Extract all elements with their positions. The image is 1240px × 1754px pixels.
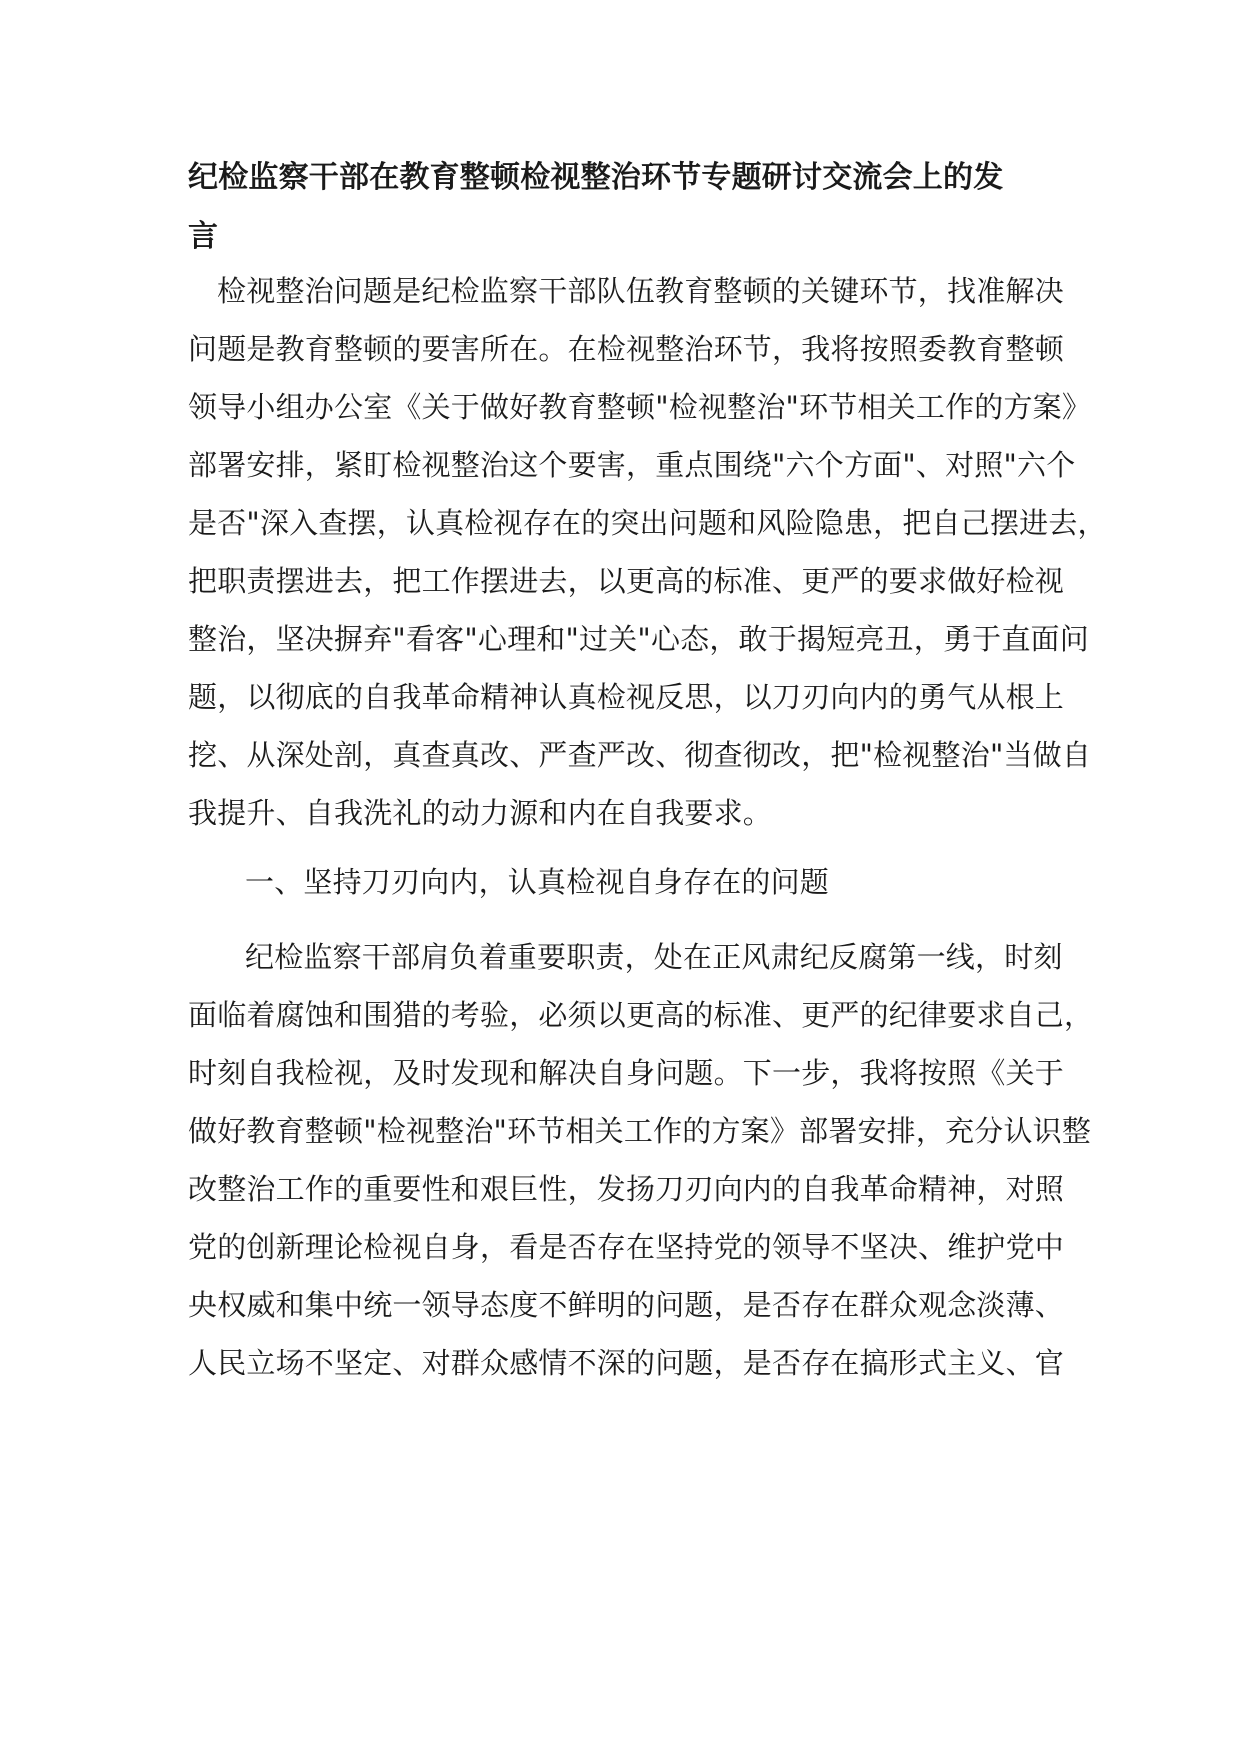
intro-line-1: 检视整治问题是纪检监察干部队伍教育整顿的关键环节，找准解决 [217, 274, 1064, 308]
section-1-heading: 一、坚持刀刃向内，认真检视自身存在的问题 [245, 865, 830, 899]
intro-line-6: 把职责摆进去，把工作摆进去，以更高的标准、更严的要求做好检视 [188, 564, 1065, 598]
section-1-line-4: 做好教育整顿"检视整治"环节相关工作的方案》部署安排，充分认识整 [188, 1114, 1092, 1148]
section-1-line-3: 时刻自我检视，及时发现和解决自身问题。下一步，我将按照《关于 [188, 1056, 1065, 1090]
section-1-line-8: 人民立场不坚定、对群众感情不深的问题，是否存在搞形式主义、官 [188, 1346, 1065, 1380]
intro-line-7: 整治，坚决摒弃"看客"心理和"过关"心态，敢于揭短亮丑，勇于直面问 [188, 622, 1089, 656]
section-1-line-5: 改整治工作的重要性和艰巨性，发扬刀刃向内的自我革命精神，对照 [188, 1172, 1065, 1206]
intro-line-5: 是否"深入查摆，认真检视存在的突出问题和风险隐患，把自己摆进去， [188, 506, 1107, 540]
intro-line-9: 挖、从深处剖，真查真改、严查严改、彻查彻改，把"检视整治"当做自 [188, 738, 1092, 772]
intro-line-2: 问题是教育整顿的要害所在。在检视整治环节，我将按照委教育整顿 [188, 332, 1065, 366]
intro-line-4: 部署安排，紧盯检视整治这个要害，重点围绕"六个方面"、对照"六个 [188, 448, 1076, 482]
section-1-line-1: 纪检监察干部肩负着重要职责，处在正风肃纪反腐第一线，时刻 [245, 940, 1063, 974]
section-1-line-7: 央权威和集中统一领导态度不鲜明的问题，是否存在群众观念淡薄、 [188, 1288, 1065, 1322]
intro-line-3: 领导小组办公室《关于做好教育整顿"检视整治"环节相关工作的方案》 [188, 390, 1092, 424]
document-title-line-2: 言 [188, 219, 219, 254]
section-1-line-6: 党的创新理论检视自身，看是否存在坚持党的领导不坚决、维护党中 [188, 1230, 1065, 1264]
document-title-line-1: 纪检监察干部在教育整顿检视整治环节专题研讨交流会上的发 [188, 160, 1004, 195]
intro-line-10: 我提升、自我洗礼的动力源和内在自我要求。 [188, 796, 773, 830]
intro-line-8: 题，以彻底的自我革命精神认真检视反思，以刀刃向内的勇气从根上 [188, 680, 1065, 714]
section-1-line-2: 面临着腐蚀和围猎的考验，必须以更高的标准、更严的纪律要求自己， [188, 998, 1094, 1032]
